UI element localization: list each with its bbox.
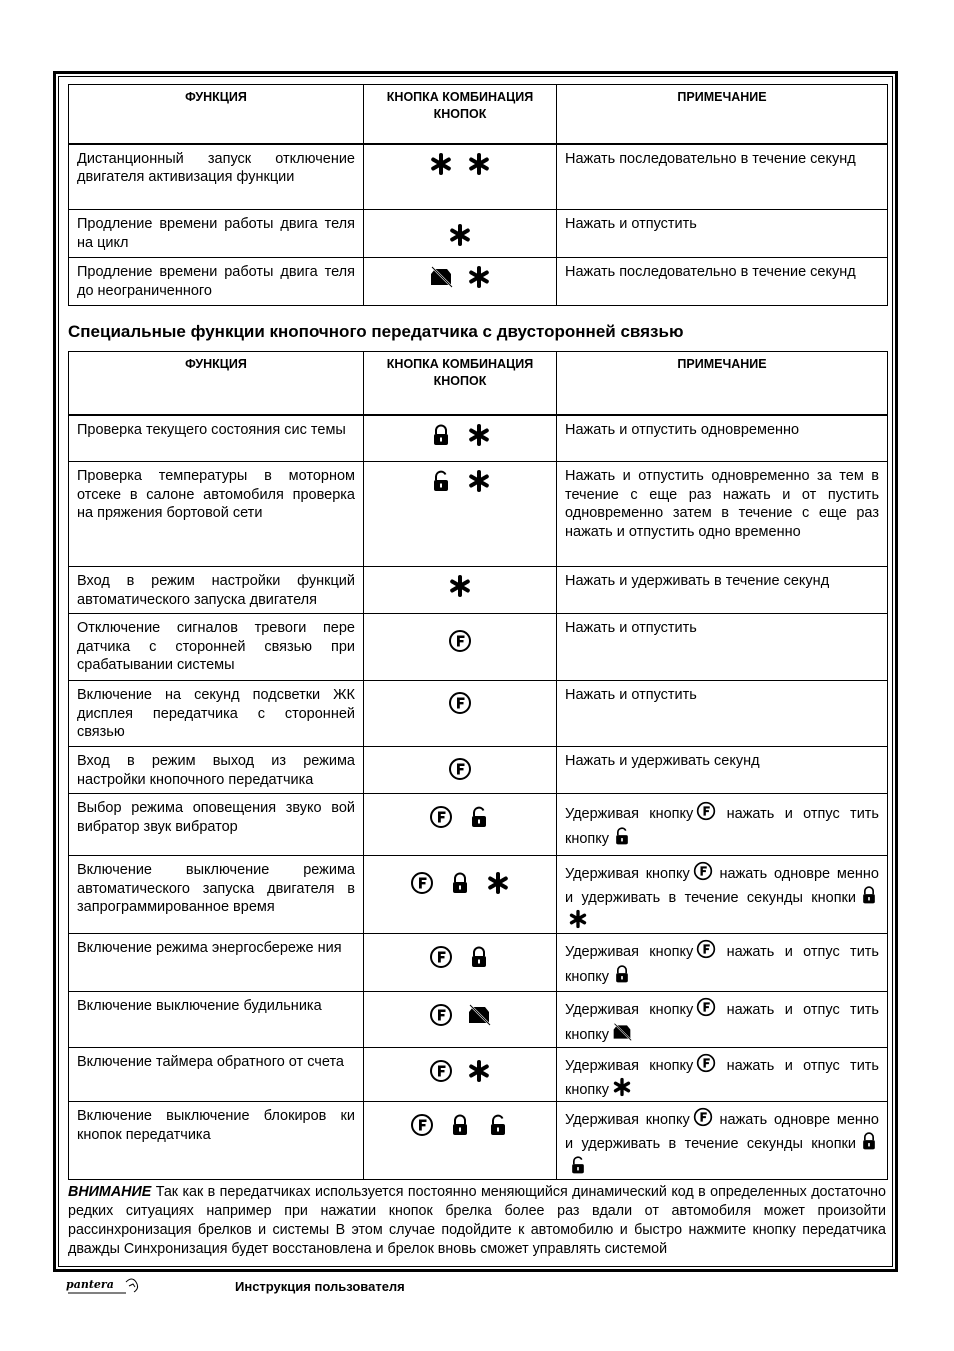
note-text: нажать и отпус тить кнопку — [565, 944, 879, 985]
table-row — [69, 144, 888, 210]
f-button-icon — [448, 757, 472, 781]
button-cell — [364, 258, 557, 306]
note-cell — [557, 1102, 888, 1180]
note-cell — [557, 992, 888, 1048]
button-cell — [364, 1102, 557, 1180]
button-cell — [364, 794, 557, 856]
button-cell — [364, 992, 557, 1048]
function-cell: Проверка текущего состояния сис темы — [69, 415, 364, 462]
table-row — [69, 567, 888, 614]
function-cell: Вход в режим выход из режима настройки кнопочного передатчика — [69, 747, 364, 794]
note-cell: Нажать последовательно в течение секунд — [557, 144, 888, 210]
button-cell — [364, 1048, 557, 1102]
header-function: ФУНКЦИЯ — [69, 85, 364, 144]
f-button-icon — [696, 939, 716, 959]
star-icon — [448, 574, 472, 598]
note-cell: Нажать и удерживать секунд — [557, 747, 888, 794]
star-icon — [467, 265, 491, 289]
lock-icon — [612, 964, 632, 984]
function-cell: Вход в режим настройки функций автоматического запуска двигателя — [69, 567, 364, 614]
logo-text: pantera — [66, 1278, 114, 1291]
note-cell — [557, 794, 888, 856]
function-cell: Проверка температуры в моторном отсеке в салоне автомобиля проверка на пряжения бортовой сети — [69, 462, 364, 567]
function-cell: Включение выключение режима автоматического запуска двигателя в запрограммированное время — [69, 856, 364, 934]
star-icon — [467, 423, 491, 447]
button-cell — [364, 856, 557, 934]
function-cell: Включение режима энергосбереже ния — [69, 934, 364, 992]
function-cell: Продление времени работы двига теля до неограниченного — [69, 258, 364, 306]
button-cell — [364, 144, 557, 210]
warning-note — [68, 1183, 886, 1259]
function-cell: Продление времени работы двига теля на цикл — [69, 210, 364, 258]
table-row — [69, 258, 888, 306]
button-cell — [364, 934, 557, 992]
f-button-icon — [448, 629, 472, 653]
f-button-icon — [696, 801, 716, 821]
note-text: Удерживая кнопку — [565, 806, 694, 822]
lock-icon — [429, 423, 453, 447]
unlock-icon — [467, 805, 491, 829]
star-icon — [467, 1059, 491, 1083]
star-icon — [448, 223, 472, 247]
function-cell: Включение выключение будильника — [69, 992, 364, 1048]
f-button-icon — [696, 997, 716, 1017]
f-button-icon — [429, 805, 453, 829]
table-row — [69, 1048, 888, 1102]
warning-text: Так как в передатчиках используется постоянно меняющийся динамический код в определенных достаточно редких ситуациях например при нажатии кнопок брелка более раз вдали от автомобиля может произойти рассинхронизация брелков и системы В этом случае подойдите к автомобилю и быстро нажмите кнопку передатчика дважды Синхронизация будет восстановлена и брелок вновь сможет управлять системой — [68, 1184, 886, 1257]
f-button-icon — [410, 871, 434, 895]
unlock-icon — [486, 1113, 510, 1137]
note-text: нажать и отпус тить кнопку — [565, 1058, 879, 1098]
unlock-icon — [612, 826, 632, 846]
table-row — [69, 462, 888, 567]
star-icon — [467, 469, 491, 493]
f-button-icon — [693, 1107, 713, 1127]
lock-icon — [859, 885, 879, 905]
note-text: Удерживая кнопку — [565, 1112, 690, 1128]
table-row — [69, 794, 888, 856]
f-button-icon — [429, 1003, 453, 1027]
car-mute-icon — [612, 1022, 632, 1042]
table-header — [69, 85, 888, 144]
note-cell: Нажать и удерживать в течение секунд — [557, 567, 888, 614]
function-cell: Отключение сигналов тревоги пере датчика с сторонней связью при срабатывании системы — [69, 614, 364, 681]
car-mute-icon — [467, 1003, 491, 1027]
button-cell — [364, 747, 557, 794]
table-row — [69, 210, 888, 258]
unlock-icon — [568, 1155, 588, 1175]
note-text: Удерживая кнопку — [565, 944, 694, 960]
note-cell — [557, 1048, 888, 1102]
table-special-functions — [68, 351, 888, 1180]
header-button: КНОПКА КОМБИНАЦИЯ КНОПОК — [364, 352, 557, 415]
note-text: Удерживая кнопку — [565, 1058, 694, 1074]
star-icon — [429, 152, 453, 176]
lock-icon — [467, 945, 491, 969]
table-row — [69, 992, 888, 1048]
note-cell: Нажать и отпустить одновременно — [557, 415, 888, 462]
note-cell: Нажать и отпустить — [557, 681, 888, 747]
button-cell — [364, 567, 557, 614]
table-row — [69, 856, 888, 934]
note-text: Удерживая кнопку — [565, 866, 690, 882]
header-function: ФУНКЦИЯ — [69, 352, 364, 415]
button-cell — [364, 614, 557, 681]
header-note: ПРИМЕЧАНИЕ — [557, 352, 888, 415]
function-cell: Включение таймера обратного от счета — [69, 1048, 364, 1102]
note-cell — [557, 934, 888, 992]
function-cell: Выбор режима оповещения звуко вой вибратор звук вибратор — [69, 794, 364, 856]
warning-label: ВНИМАНИЕ — [68, 1184, 152, 1200]
lock-icon — [859, 1131, 879, 1151]
f-button-icon — [429, 1059, 453, 1083]
button-cell — [364, 681, 557, 747]
f-button-icon — [693, 861, 713, 881]
function-cell: Включение на секунд подсветки ЖК дисплея передатчика с сторонней связью — [69, 681, 364, 747]
note-cell: Нажать и отпустить — [557, 614, 888, 681]
table-remote-start — [68, 84, 888, 306]
car-mute-icon — [429, 265, 453, 289]
star-icon — [486, 871, 510, 895]
table-row — [69, 415, 888, 462]
star-icon — [612, 1077, 632, 1097]
function-cell: Включение выключение блокиров ки кнопок передатчика — [69, 1102, 364, 1180]
note-cell — [557, 856, 888, 934]
button-cell — [364, 210, 557, 258]
f-button-icon — [429, 945, 453, 969]
lock-icon — [448, 871, 472, 895]
f-button-icon — [696, 1053, 716, 1073]
note-text: нажать одновре менно и удерживать в течение секунды кнопки — [565, 866, 879, 906]
note-text: нажать и отпус тить кнопку — [565, 1002, 879, 1043]
f-button-icon — [410, 1113, 434, 1137]
note-cell: Нажать и отпустить — [557, 210, 888, 258]
function-cell: Дистанционный запуск отключение двигателя активизация функции — [69, 144, 364, 210]
note-text: Удерживая кнопку — [565, 1002, 694, 1018]
note-cell: Нажать последовательно в течение секунд — [557, 258, 888, 306]
button-cell — [364, 462, 557, 567]
unlock-icon — [429, 469, 453, 493]
header-note: ПРИМЕЧАНИЕ — [557, 85, 888, 144]
note-text: нажать одновре менно и удерживать в течение секунды кнопки — [565, 1112, 879, 1152]
table-row — [69, 747, 888, 794]
table-row — [69, 681, 888, 747]
section-title: Специальные функции кнопочного передатчика с двусторонней связью — [68, 322, 684, 341]
button-cell — [364, 415, 557, 462]
lock-icon — [448, 1113, 472, 1137]
note-text: нажать и отпус тить кнопку — [565, 806, 879, 847]
star-icon — [467, 152, 491, 176]
table-row — [69, 1102, 888, 1180]
table-row — [69, 934, 888, 992]
f-button-icon — [448, 691, 472, 715]
table-row — [69, 614, 888, 681]
table-header — [69, 352, 888, 415]
header-button: КНОПКА КОМБИНАЦИЯ КНОПОК — [364, 85, 557, 144]
note-cell: Нажать и отпустить одновременно за тем в течение с еще раз нажать и от пустить одновременно затем в течение с еще раз нажать и отпустить одно временно — [557, 462, 888, 567]
footer-title: Инструкция пользователя — [235, 1279, 405, 1294]
star-icon — [568, 909, 588, 929]
